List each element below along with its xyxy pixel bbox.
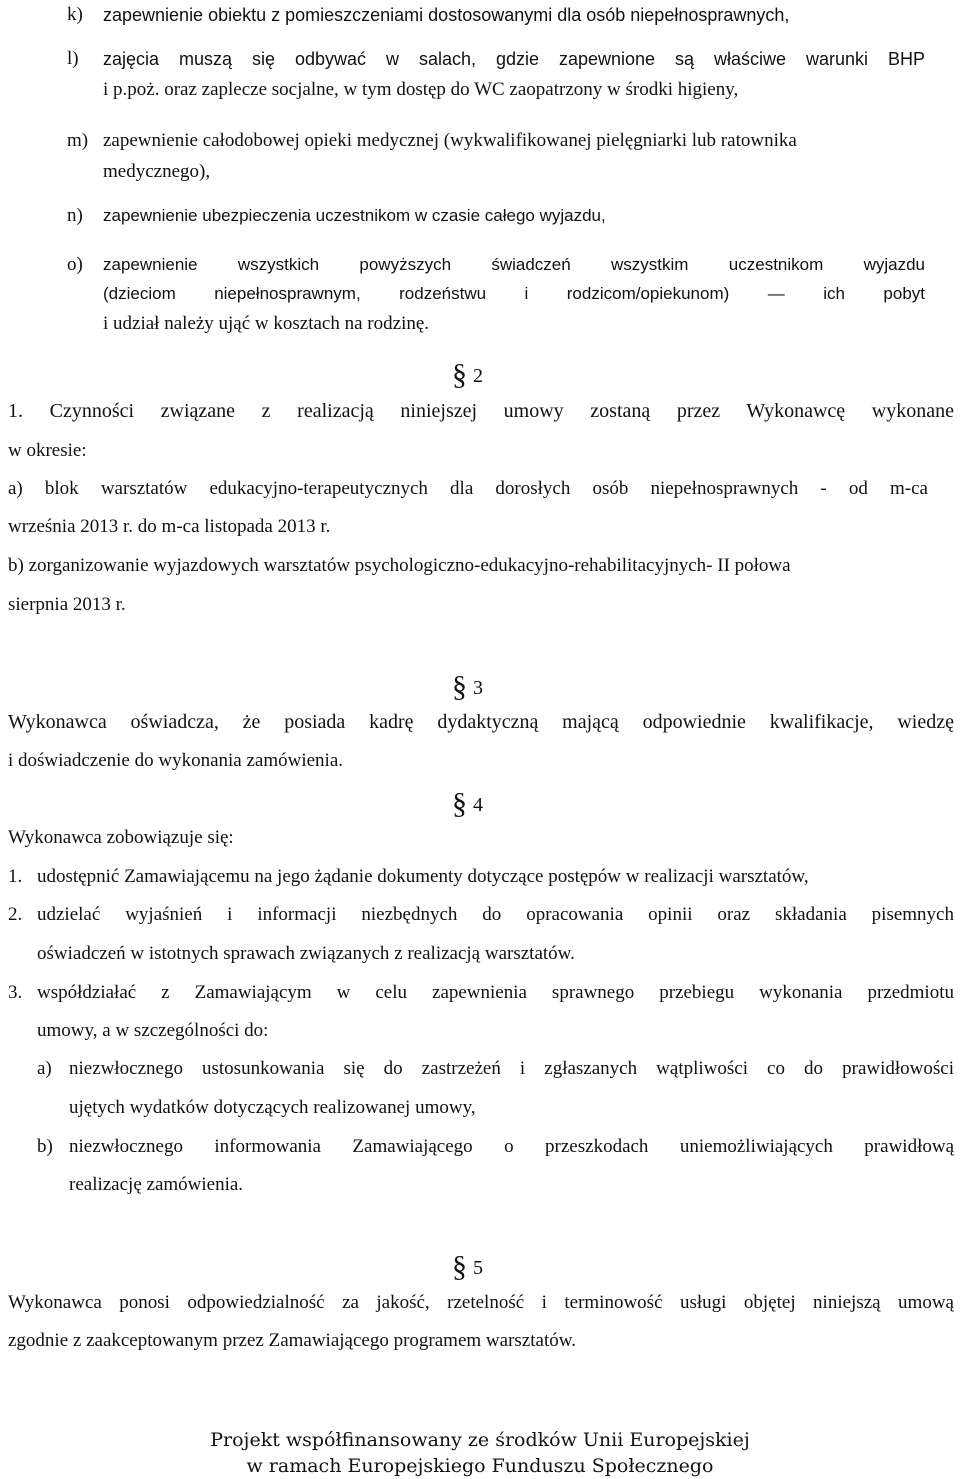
- item-label-m: m): [67, 130, 89, 151]
- section-2-heading: [452, 358, 483, 392]
- section-number: 4: [473, 794, 483, 816]
- item-m-line2: medycznego),: [103, 161, 211, 182]
- section-2-b-line1: b) zorganizowanie wyjazdowych warsztatów psychologiczno-edukacyjno-rehabilitacyjnych- II połowa: [8, 555, 791, 576]
- section-3-line1: Wykonawca oświadcza, że posiada kadrę dydaktyczną mającą odpowiednie kwalifikacje, wiedzę: [8, 711, 954, 733]
- section-symbol: §: [452, 1250, 467, 1283]
- section-4-subitem-b-line1: niezwłocznego informowania Zamawiającego o przeszkodach uniemożliwiających prawidłową: [69, 1136, 954, 1157]
- section-4-item-3-line1: współdziałać z Zamawiającym w celu zapewnienia sprawnego przebiegu wykonania przedmiotu: [37, 982, 954, 1003]
- section-4-heading: [452, 787, 483, 821]
- item-o-line1: zapewnienie wszystkich powyższych świadczeń wszystkim uczestnikom wyjazdu: [103, 255, 925, 274]
- item-n-text: zapewnienie ubezpieczenia uczestnikom w czasie całego wyjazdu,: [103, 206, 606, 225]
- item-label-o: o): [67, 254, 83, 275]
- section-number: 3: [473, 677, 483, 699]
- section-4-item-1-text: udostępnić Zamawiającemu na jego żądanie dokumenty dotyczące postępów w realizacji warsztatów,: [37, 866, 809, 887]
- section-4-item-label-3: 3.: [8, 982, 23, 1003]
- section-4-subitem-label-a: a): [37, 1058, 52, 1079]
- section-5-heading: [452, 1250, 483, 1284]
- section-symbol: §: [452, 787, 467, 820]
- item-label-n: n): [67, 205, 83, 226]
- item-o-line3: i udział należy ująć w kosztach na rodzinę.: [103, 313, 430, 334]
- section-4-item-label-2: 2.: [8, 904, 23, 925]
- section-2-p1-line1: 1. Czynności związane z realizacją niniejszej umowy zostaną przez Wykonawcę wykonane: [8, 400, 954, 422]
- item-label-l: l): [67, 48, 79, 69]
- section-4-item-label-1: 1.: [8, 866, 23, 887]
- item-o-line2: (dzieciom niepełnosprawnym, rodzeństwu i rodzicom/opiekunom) — ich pobyt: [103, 284, 925, 303]
- section-4-subitem-label-b: b): [37, 1136, 53, 1157]
- item-label-k: k): [67, 4, 83, 25]
- section-5-line2: zgodnie z zaakceptowanym przez Zamawiającego programem warsztatów.: [8, 1330, 576, 1351]
- section-2-p1-line2: w okresie:: [8, 440, 87, 461]
- section-number: 5: [473, 1257, 483, 1279]
- section-4-intro: Wykonawca zobowiązuje się:: [8, 827, 234, 848]
- item-l-line1: zajęcia muszą się odbywać w salach, gdzie zapewnione są właściwe warunki BHP: [103, 49, 925, 69]
- section-number: 2: [473, 365, 483, 387]
- section-4-item-2-line2: oświadczeń w istotnych sprawach związanych z realizacją warsztatów.: [37, 943, 575, 964]
- section-symbol: §: [452, 670, 467, 703]
- section-5-line1: Wykonawca ponosi odpowiedzialność za jakość, rzetelność i terminowość usługi objętej niniejszą umową: [8, 1292, 954, 1313]
- section-4-subitem-a-line1: niezwłocznego ustosunkowania się do zastrzeżeń i zgłaszanych wątpliwości co do prawidłowości: [69, 1058, 954, 1079]
- section-symbol: §: [452, 358, 467, 391]
- section-3-line2: i doświadczenie do wykonania zamówienia.: [8, 750, 344, 771]
- footer-line-2: w ramach Europejskiego Funduszu Społecznego: [246, 1455, 714, 1477]
- item-k-text: zapewnienie obiektu z pomieszczeniami dostosowanymi dla osób niepełnosprawnych,: [103, 5, 790, 25]
- footer-line-1: Projekt współfinansowany ze środków Unii Europejskiej: [210, 1429, 750, 1451]
- section-4-item-3-line2: umowy, a w szczególności do:: [37, 1020, 269, 1041]
- item-m-line1: zapewnienie całodobowej opieki medycznej (wykwalifikowanej pielęgniarki lub ratownika: [103, 130, 797, 151]
- section-2-b-line2: sierpnia 2013 r.: [8, 594, 126, 615]
- section-2-a-line1: a) blok warsztatów edukacyjno-terapeutycznych dla dorosłych osób niepełnosprawnych - od m-ca: [8, 478, 928, 499]
- section-4-subitem-b-line2: realizację zamówienia.: [69, 1174, 244, 1195]
- section-2-a-line2: września 2013 r. do m-ca listopada 2013 r.: [8, 516, 331, 537]
- section-3-heading: [452, 670, 483, 704]
- item-l-line2: i p.poż. oraz zaplecze socjalne, w tym dostęp do WC zaopatrzony w środki higieny,: [103, 79, 739, 100]
- section-4-subitem-a-line2: ujętych wydatków dotyczących realizowanej umowy,: [69, 1097, 476, 1118]
- section-4-item-2-line1: udzielać wyjaśnień i informacji niezbędnych do opracowania opinii oraz składania pisemnych: [37, 904, 954, 925]
